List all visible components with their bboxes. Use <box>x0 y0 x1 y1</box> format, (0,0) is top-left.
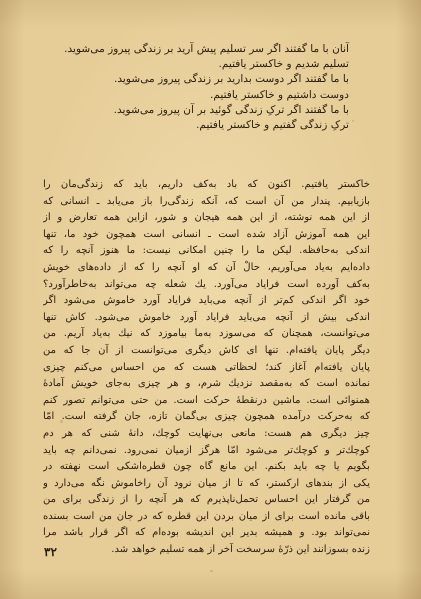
poem-line: آنان با ما گفتند اگر سر تسلیم پیش آرید بر زندگی پیروز می‌شوید. <box>64 43 349 55</box>
prose-line: خود اگر اندکی کم‌تر از آنچه می‌باید فرایاد آورد خاموش می‌شود اگر <box>43 295 370 307</box>
poem-line: دوست داشتیم و خاکستر یافتیم. <box>209 88 349 101</box>
prose-line: می‌توانست، همچنان که می‌سوزد به‌ما بیاموزد که نیك به‌یاد آریم. من <box>43 328 370 340</box>
prose-line: این همه آموزش آزاد شده است ـ انسانی است همچون خود ما، تنها <box>43 228 370 240</box>
prose-line: بگویم یا چه باید بکنم. این مانع گاه چون قطره‌اشکی است نهفته در <box>43 461 370 473</box>
poem-line: با ما گفتند اگر دوست بدارید بر زندگی پیروز می‌شوید. <box>113 73 349 86</box>
prose-line: دیگر پایان یافته‌ام. تنها ای کاش دیگری می‌توانست از آن جا که من <box>43 344 370 356</box>
poem-block <box>29 42 349 133</box>
prose-line: داده‌ایم به‌یاد می‌آوریم، حالْ آن که او آنچه را که از داده‌های خویش <box>43 261 370 273</box>
page-number: ۳۲ <box>44 545 57 559</box>
prose-line: بازیابیم. پندار من آن است که، آنکه زندگی‌را باز می‌یابد ـ انسانی که <box>43 195 370 207</box>
prose-paragraph <box>43 177 370 559</box>
prose-line: چیز دیگری هم هست: مانعی بی‌نهایت کوچك، دانهٔ شنی که هر دم <box>43 427 370 439</box>
prose-line: همنوائی است. ماشین درنقطهٔ حرکت است. من حتی می‌توانم تصور کنم <box>43 394 370 406</box>
prose-line: باقی مانده است برای از میان بردن این قطره که در جان من است بسنده <box>43 510 370 522</box>
prose-line: نمانده است که به‌مقصد نزدیك شرم، و هر چیزی به‌جای خویش آمادهٔ <box>43 378 370 390</box>
prose-line: به‌کف آورده است فرایاد می‌آورد. یك شعله چه می‌تواند به‌خاطرآورد؟ <box>43 278 370 290</box>
prose-line: زنده بسوزانند این ذرّهٔ سرسخت آخر از همه تسلیم خواهد شد. <box>111 544 370 556</box>
prose-line: اندکی به‌حافظه. لیکن ما را چنین امکانی نیست: ما هنوز آنچه را که <box>43 245 370 257</box>
prose-line: یکی از بندهای ارکستر، که تا از میان نرود آن راخاموش نگه می‌دارد و <box>43 477 370 489</box>
poem-line: تسلیم شدیم و خاکستر یافتیم. <box>218 58 349 71</box>
prose-line: خاکستر یافتیم. اکنون که باد به‌کف داریم، باید که زندگی‌مان را <box>43 179 370 190</box>
prose-line: اندکی بیش از آنچه می‌باید فرایاد آورد خاموش می‌شود. کاش تنها <box>43 311 370 323</box>
prose-line: کوچك‌تر و کوچك‌تر می‌شود امّا هرگز ازمیان نمی‌رود. نمی‌دانم چه باید <box>43 444 370 456</box>
poem-line: با ما گفتند اگر ترکِ زندگی گوئید بر آن پیروز می‌شوید. <box>113 103 349 116</box>
prose-line: از این همه نوشته، از این همه هیجان و شور، ازاین همه تعارض و از <box>43 212 370 224</box>
paper-stain <box>210 570 213 572</box>
prose-line: که به‌حرکت درآمده همچون چیزی بی‌گمان تازه، جان گرفته است. امّا <box>43 411 370 423</box>
poem-line: ترکِ زندگی گفتیم و خاکستر یافتیم. <box>196 119 349 132</box>
prose-line: پایان یافته‌ام آغاز کند؛ لحظاتی هست که من احساس می‌کنم چیزی <box>43 361 370 373</box>
prose-line: نمی‌تواند بود. و همیشه بدیر این اندیشه بوده‌ام که اگر قرار باشد مرا <box>43 527 370 539</box>
prose-line: من گرفتار این احساس تحمل‌ناپذیرم که هر آنچه را از زندگی برای من <box>43 494 370 506</box>
paper-stain <box>352 120 354 122</box>
